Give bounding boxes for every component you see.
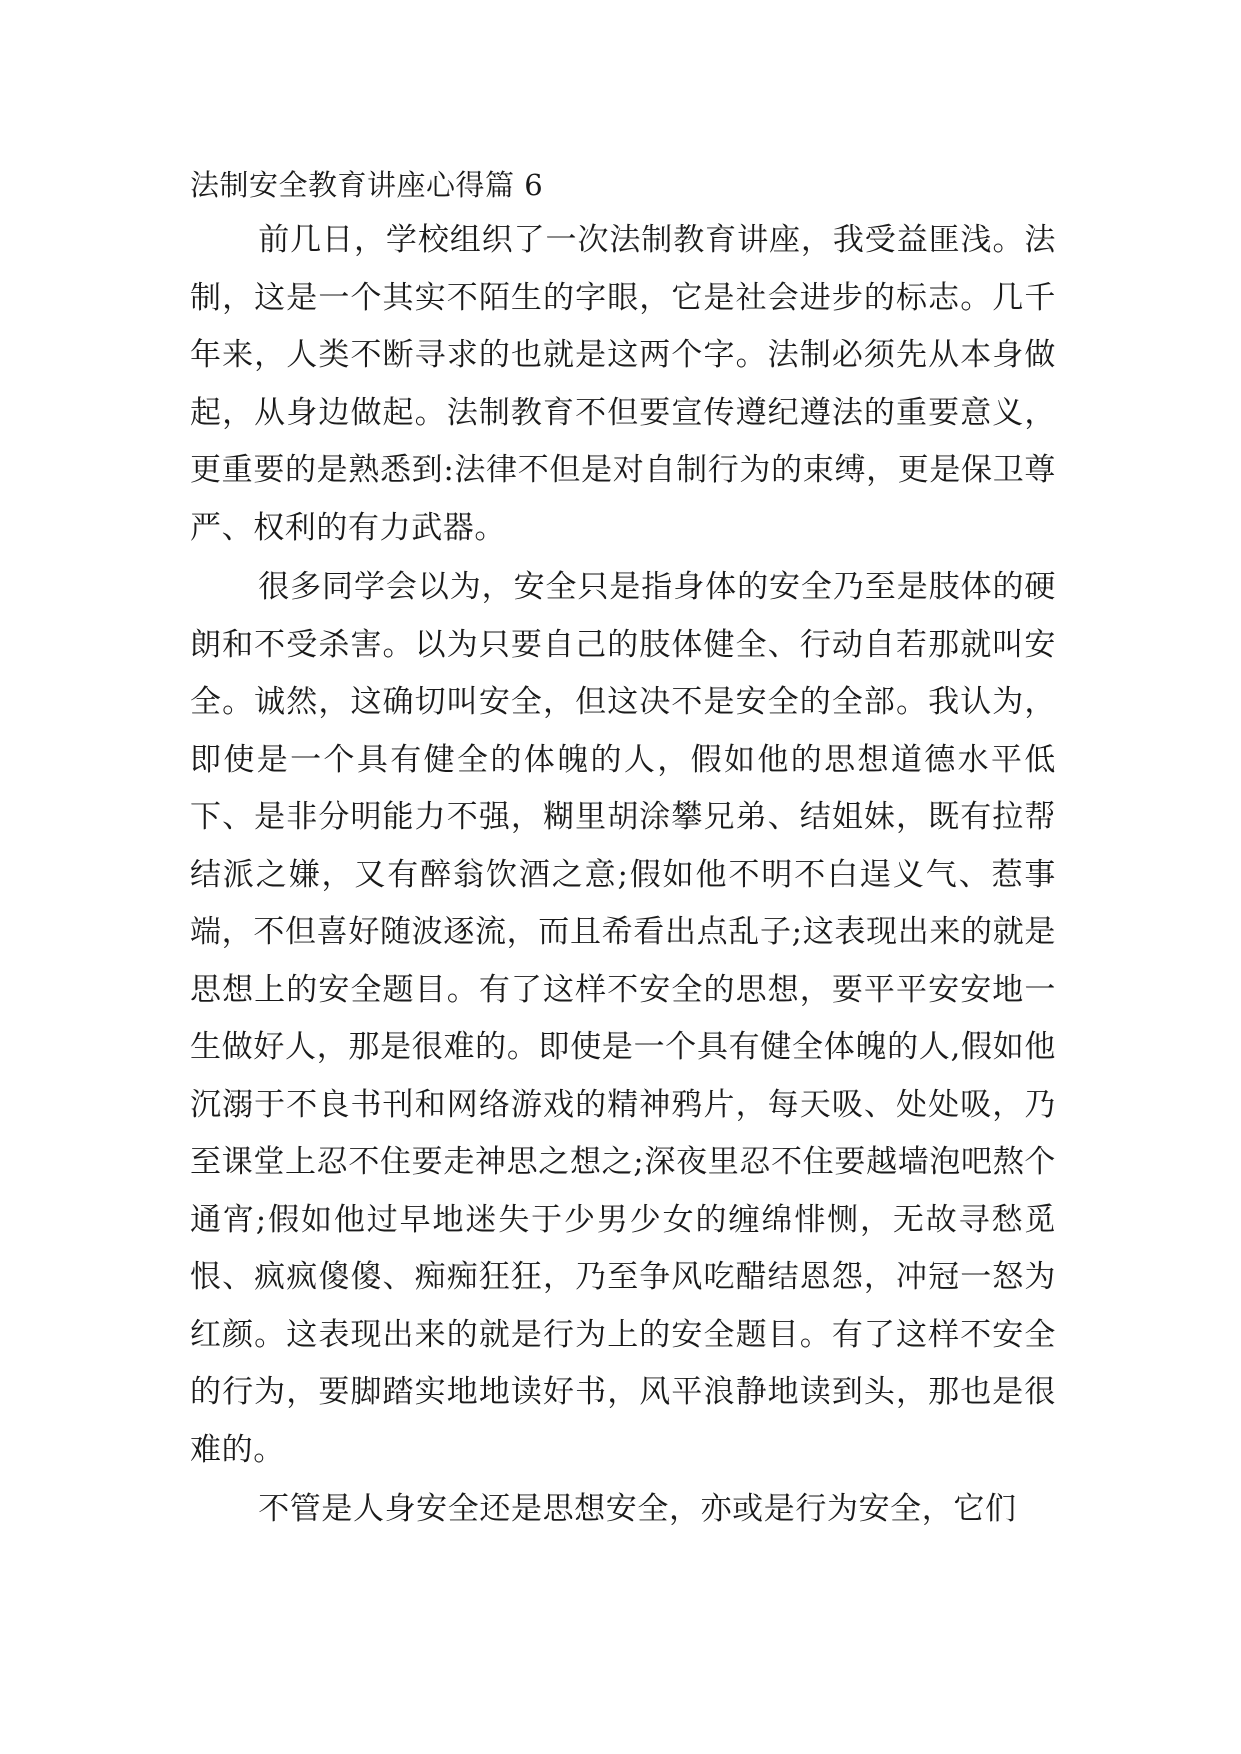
document-body <box>190 158 1056 1539</box>
document-title: 法制安全教育讲座心得篇 6 <box>190 168 544 202</box>
paragraph-2: 很多同学会以为，安全只是指身体的安全乃至是肢体的硬朗和不受杀害。以为只要自己的肢体健全、行动自若那就叫安全。诚然，这确切叫安全，但这决不是安全的全部。我认为，即使是一个具有健全的体魄的人，假如他的思想道德水平低下、是非分明能力不强，糊里胡涂攀兄弟、结姐妹，既有拉帮结派之嫌，又有醉翁饮酒之意;假如他不明不白逞义气、惹事端，不但喜好随波逐流，而且希看出点乱子;这表现出来的就是思想上的安全题目。有了这样不安全的思想，要平平安安地一生做好人，那是很难的。即使是一个具有健全体魄的人,假如他沉溺于不良书刊和网络游戏的精神鸦片，每天吸、处处吸，乃至课堂上忍不住要走神思之想之;深夜里忍不住要越墙泡吧熬个通宵;假如他过早地迷失于少男少女的缠绵悱恻，无故寻愁觅恨、疯疯傻傻、痴痴狂狂，乃至争风吃醋结恩怨，冲冠一怒为红颜。这表现出来的就是行为上的安全题目。有了这样不安全的行为，要脚踏实地地读好书，风平浪静地读到头，那也是很难的。 <box>190 569 1056 1468</box>
paragraph-1: 前几日，学校组织了一次法制教育讲座，我受益匪浅。法制，这是一个其实不陌生的字眼，它是社会进步的标志。几千年来，人类不断寻求的也就是这两个字。法制必须先从本身做起，从身边做起。法制教育不但要宣传遵纪遵法的重要意义，更重要的是熟悉到:法律不但是对自制行为的束缚，更是保卫尊严、权利的有力武器。 <box>190 222 1056 546</box>
paragraph-3: 不管是人身安全还是思想安全，亦或是行为安全，它们 <box>258 1491 1017 1527</box>
